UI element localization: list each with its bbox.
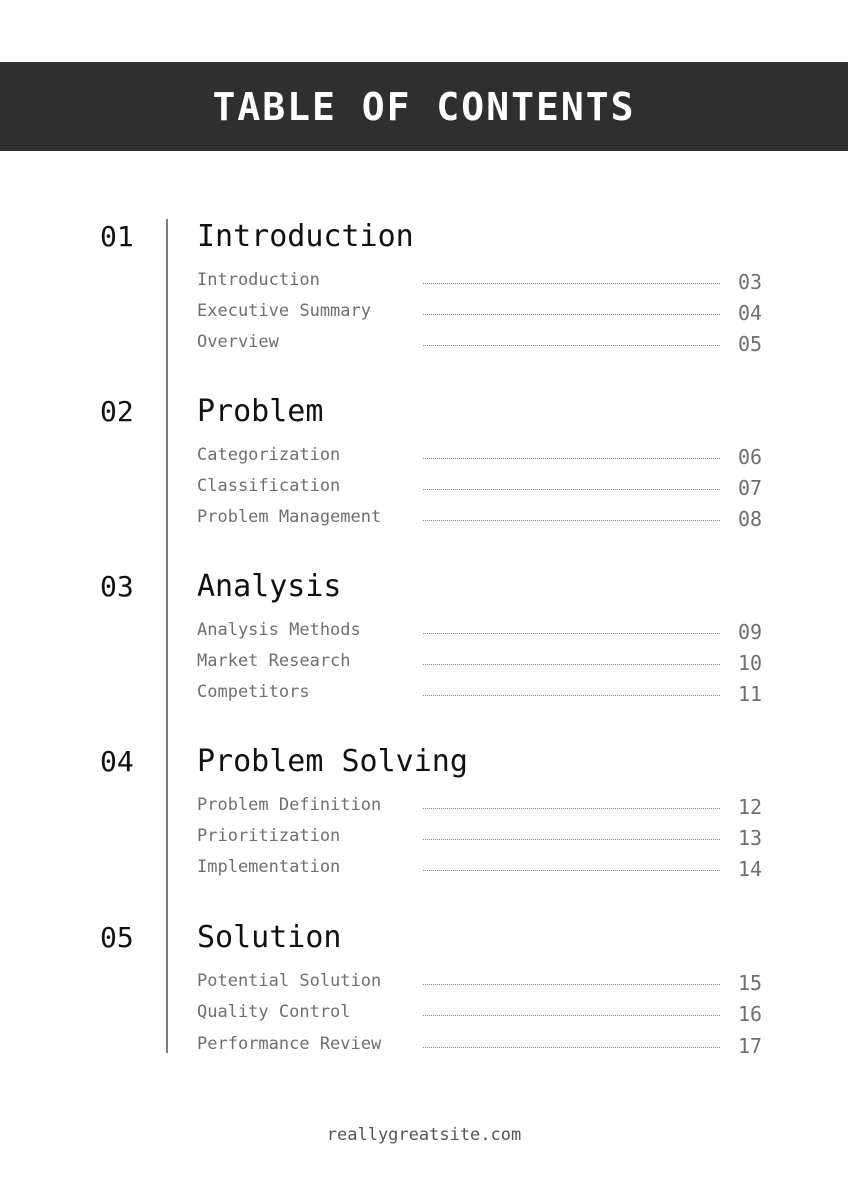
toc-entry-label: Market Research — [197, 651, 351, 671]
toc-entry-label: Classification — [197, 476, 341, 496]
toc-section — [0, 395, 848, 555]
toc-entry-page: 06 — [738, 445, 763, 469]
toc-entry-page: 10 — [738, 651, 763, 675]
toc-entry[interactable] — [197, 856, 767, 880]
toc-entry-page: 15 — [738, 971, 763, 995]
toc-entry-page: 11 — [738, 682, 763, 706]
toc-entry-page: 17 — [738, 1034, 763, 1058]
section-number: 01 — [100, 220, 134, 253]
dotted-leader — [423, 633, 720, 634]
toc-entry[interactable] — [197, 825, 767, 849]
toc-entry-label: Implementation — [197, 857, 341, 877]
section-number: 05 — [100, 921, 134, 954]
toc-entry-label: Introduction — [197, 270, 320, 290]
toc-section — [0, 921, 848, 1081]
toc-entry-page: 05 — [738, 332, 763, 356]
dotted-leader — [423, 1047, 720, 1048]
toc-entry-label: Overview — [197, 332, 279, 352]
toc-section — [0, 220, 848, 380]
toc-entry-label: Prioritization — [197, 826, 341, 846]
section-title: Problem Solving — [197, 744, 468, 779]
dotted-leader — [423, 489, 720, 490]
toc-entry[interactable] — [197, 619, 767, 643]
section-title: Solution — [197, 920, 342, 955]
dotted-leader — [423, 520, 720, 521]
dotted-leader — [423, 839, 720, 840]
toc-entry-label: Quality Control — [197, 1002, 351, 1022]
toc-entry[interactable] — [197, 331, 767, 355]
section-number: 03 — [100, 570, 134, 603]
dotted-leader — [423, 664, 720, 665]
toc-entry-page: 07 — [738, 476, 763, 500]
toc-entry[interactable] — [197, 444, 767, 468]
toc-entry[interactable] — [197, 794, 767, 818]
dotted-leader — [423, 283, 720, 284]
toc-entry-page: 08 — [738, 507, 763, 531]
toc-entry[interactable] — [197, 681, 767, 705]
toc-entry-page: 12 — [738, 795, 763, 819]
section-title: Problem — [197, 394, 324, 429]
dotted-leader — [423, 345, 720, 346]
toc-entry-page: 16 — [738, 1002, 763, 1026]
toc-entry[interactable] — [197, 475, 767, 499]
toc-entry[interactable] — [197, 1033, 767, 1057]
dotted-leader — [423, 314, 720, 315]
toc-entry-label: Executive Summary — [197, 301, 371, 321]
toc-entry[interactable] — [197, 650, 767, 674]
dotted-leader — [423, 984, 720, 985]
toc-section — [0, 570, 848, 730]
toc-entry-label: Potential Solution — [197, 971, 382, 991]
dotted-leader — [423, 870, 720, 871]
toc-entry-page: 04 — [738, 301, 763, 325]
section-title: Introduction — [197, 219, 414, 254]
section-title: Analysis — [197, 569, 342, 604]
toc-section — [0, 745, 848, 905]
section-number: 02 — [100, 395, 134, 428]
toc-entry-page: 09 — [738, 620, 763, 644]
toc-entry[interactable] — [197, 1001, 767, 1025]
dotted-leader — [423, 695, 720, 696]
toc-entry-page: 03 — [738, 270, 763, 294]
footer-website[interactable]: reallygreatsite.com — [326, 1125, 522, 1145]
toc-entry-label: Analysis Methods — [197, 620, 361, 640]
section-number: 04 — [100, 745, 134, 778]
toc-entry-page: 14 — [738, 857, 763, 881]
toc-entry-label: Performance Review — [197, 1034, 382, 1054]
toc-entry-page: 13 — [738, 826, 763, 850]
page-title: TABLE OF CONTENTS — [212, 84, 636, 129]
dotted-leader — [423, 1015, 720, 1016]
toc-entry[interactable] — [197, 506, 767, 530]
toc-entry[interactable] — [197, 970, 767, 994]
toc-entry-label: Competitors — [197, 682, 310, 702]
dotted-leader — [423, 808, 720, 809]
dotted-leader — [423, 458, 720, 459]
header-band — [0, 62, 848, 151]
toc-entry[interactable] — [197, 269, 767, 293]
toc-entry-label: Problem Definition — [197, 795, 382, 815]
toc-entry-label: Categorization — [197, 445, 341, 465]
toc-entry-label: Problem Management — [197, 507, 382, 527]
toc-entry[interactable] — [197, 300, 767, 324]
